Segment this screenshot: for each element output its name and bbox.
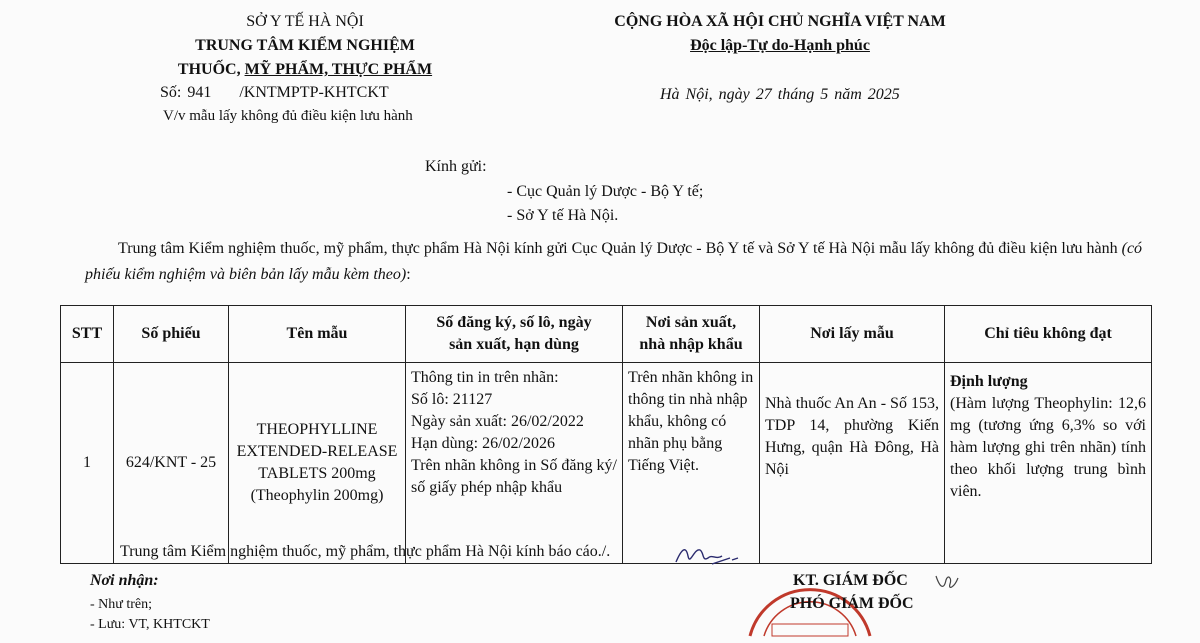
sdk-line: Trên nhãn không in Số đăng ký/ số giấy phép nhập khẩu (411, 457, 617, 496)
document-subject: V/v mẫu lấy không đủ điều kiện lưu hành (163, 108, 413, 124)
agency-name-line1: TRUNG TÂM KIỂM NGHIỆM (195, 37, 415, 54)
header-noi-lay-mau: Nơi lấy mẫu (760, 306, 945, 363)
nation-name: CỘNG HÒA XÃ HỘI CHỦ NGHĨA VIỆT NAM (614, 13, 946, 30)
header-noi-san-xuat-line1: Nơi sản xuất, (645, 314, 737, 331)
document-number-label: Số: (160, 84, 182, 101)
intro-italic: (có phiếu kiểm nghiệm và biên bản lấy mẫu kèm theo) (85, 240, 1143, 283)
header-stt: STT (61, 306, 114, 363)
table-row (61, 363, 1152, 564)
document-date: Hà Nội, ngày 27 tháng 5 năm 2025 (660, 86, 900, 103)
signature-position: PHÓ GIÁM ĐỐC (790, 595, 914, 612)
cell-so-dang-ky (406, 363, 623, 564)
intro-text: Trung tâm Kiểm nghiệm thuốc, mỹ phẩm, thực phẩm Hà Nội kính gửi Cục Quản lý Dược - Bộ Y tế và Sở Y tế Hà Nội mẫu lấy không đủ điều kiện lưu hành (118, 240, 1122, 257)
agency-parent: SỞ Y TẾ HÀ NỘI (246, 13, 364, 30)
cell-so-phieu: 624/KNT - 25 (114, 363, 229, 564)
header-so-dang-ky (406, 306, 623, 363)
sample-table (60, 305, 1152, 564)
national-header (585, 10, 975, 58)
sdk-line: Hạn dùng: 26/02/2026 (411, 435, 555, 452)
cell-stt: 1 (61, 363, 114, 564)
national-motto: Độc lập-Tự do-Hạnh phúc (690, 37, 870, 54)
header-so-phieu: Số phiếu (114, 306, 229, 363)
addressee-item: - Cục Quản lý Dược - Bộ Y tế; (507, 183, 704, 200)
table-header-row (61, 306, 1152, 363)
sdk-line: Ngày sản xuất: 26/02/2022 (411, 413, 584, 430)
sdk-line: Thông tin in trên nhãn: (411, 369, 559, 386)
recipients-title: Nơi nhận: (90, 572, 159, 589)
header-chi-tieu: Chỉ tiêu không đạt (945, 306, 1152, 363)
agency-name-line2-a: THUỐC, (177, 61, 245, 78)
cell-ten-mau: THEOPHYLLINE EXTENDED-RELEASE TABLETS 200mg (Theophylin 200mg) (229, 363, 406, 564)
addressee-item: - Sở Y tế Hà Nội. (507, 207, 619, 224)
cell-noi-san-xuat: Trên nhãn không in thông tin nhà nhập khẩu, không có nhãn phụ bằng Tiếng Việt. (623, 363, 760, 564)
intro-end: : (406, 266, 411, 283)
chi-tieu-title: Định lượng (950, 373, 1028, 390)
header-so-dang-ky-line2: sản xuất, hạn dùng (449, 336, 579, 353)
chi-tieu-detail: (Hàm lượng Theophylin: 12,6 mg (tương ứng 6,3% so với hàm lượng ghi trên nhãn) tính theo khối lượng trung bình viên. (950, 395, 1146, 500)
header-noi-san-xuat (623, 306, 760, 363)
initial-mark-icon (932, 572, 962, 601)
cell-chi-tieu (945, 363, 1152, 564)
addressee-label: Kính gửi: (425, 158, 487, 175)
recipient-item: - Lưu: VT, KHTCKT (90, 617, 210, 632)
initials-signature-icon (672, 540, 742, 575)
header-noi-san-xuat-line2: nhà nhập khẩu (639, 336, 743, 353)
document-number-value: 941 (187, 84, 212, 101)
cell-noi-lay-mau: Nhà thuốc An An - Số 153, TDP 14, phường Kiến Hưng, quận Hà Đông, Hà Nội (760, 363, 945, 564)
header-ten-mau: Tên mẫu (229, 306, 406, 363)
recipient-item: - Như trên; (90, 597, 153, 612)
agency-name-line2-b: MỸ PHẨM, THỰC PHẨM (244, 61, 433, 78)
document-number (160, 84, 389, 102)
signature-title: KT. GIÁM ĐỐC (793, 572, 908, 589)
intro-paragraph (85, 236, 1145, 288)
agency-header (140, 10, 470, 82)
agency-name-line2 (140, 58, 470, 82)
sdk-line: Số lô: 21127 (411, 391, 493, 408)
header-so-dang-ky-line1: Số đăng ký, số lô, ngày (436, 314, 592, 331)
closing-sentence: Trung tâm Kiểm nghiệm thuốc, mỹ phẩm, thực phẩm Hà Nội kính báo cáo./. (120, 543, 611, 560)
document-number-code: /KNTMPTP-KHTCKT (239, 84, 389, 101)
